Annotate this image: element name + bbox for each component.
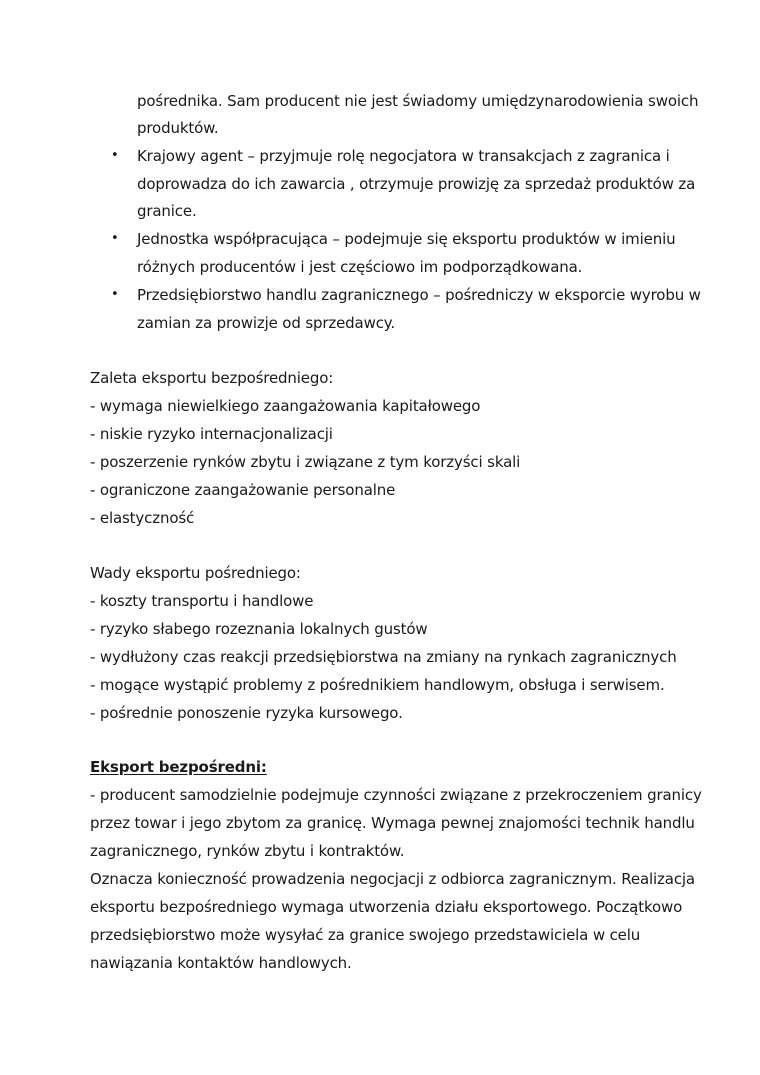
direct-export-line: Oznacza konieczność prowadzenia negocjacji z odbiorca zagranicznym. Realizacja xyxy=(90,870,695,888)
bullet-icon: • xyxy=(111,287,119,302)
disadvantages-item: - koszty transportu i handlowe xyxy=(90,592,314,610)
direct-export-line: przez towar i jego zbytom za granicę. Wymaga pewnej znajomości technik handlu xyxy=(90,814,695,832)
bullet-line: Przedsiębiorstwo handlu zagranicznego – pośredniczy w eksporcie wyrobu w xyxy=(137,286,701,304)
bullet-line: różnych producentów i jest częściowo im podporządkowana. xyxy=(137,258,583,276)
disadvantages-item: - ryzyko słabego rozeznania lokalnych gustów xyxy=(90,620,428,638)
disadvantages-title: Wady eksportu pośredniego: xyxy=(90,564,301,582)
bullet-line: Krajowy agent – przyjmuje rolę negocjatora w transakcjach z zagranica i xyxy=(137,147,670,165)
disadvantages-item: - wydłużony czas reakcji przedsiębiorstwa na zmiany na rynkach zagranicznych xyxy=(90,648,677,666)
direct-export-line: eksportu bezpośredniego wymaga utworzenia działu eksportowego. Początkowo xyxy=(90,898,683,916)
continuation-line: produktów. xyxy=(137,119,219,137)
bullet-line: doprowadza do ich zawarcia , otrzymuje prowizję za sprzedaż produktów za xyxy=(137,175,696,193)
bullet-line: granice. xyxy=(137,202,197,220)
advantages-item: - elastyczność xyxy=(90,509,195,527)
disadvantages-item: - mogące wystąpić problemy z pośrednikiem handlowym, obsługa i serwisem. xyxy=(90,676,665,694)
advantages-title: Zaleta eksportu bezpośredniego: xyxy=(90,369,334,387)
direct-export-line: - producent samodzielnie podejmuje czynności związane z przekroczeniem granicy xyxy=(90,786,702,804)
direct-export-line: zagranicznego, rynków zbytu i kontraktów. xyxy=(90,842,405,860)
advantages-item: - poszerzenie rynków zbytu i związane z tym korzyści skali xyxy=(90,453,521,471)
bullet-icon: • xyxy=(111,231,119,246)
advantages-item: - ograniczone zaangażowanie personalne xyxy=(90,481,396,499)
direct-export-line: przedsiębiorstwo może wysyłać za granice swojego przedstawiciela w celu xyxy=(90,926,641,944)
bullet-line: zamian za prowizje od sprzedawcy. xyxy=(137,314,396,332)
bullet-icon: • xyxy=(111,148,119,163)
disadvantages-item: - pośrednie ponoszenie ryzyka kursowego. xyxy=(90,704,403,722)
direct-export-line: nawiązania kontaktów handlowych. xyxy=(90,954,352,972)
continuation-line: pośrednika. Sam producent nie jest świadomy umiędzynarodowienia swoich xyxy=(137,92,699,110)
advantages-item: - wymaga niewielkiego zaangażowania kapitałowego xyxy=(90,397,481,415)
advantages-item: - niskie ryzyko internacjonalizacji xyxy=(90,425,333,443)
direct-export-heading: Eksport bezpośredni: xyxy=(90,758,267,776)
bullet-line: Jednostka współpracująca – podejmuje się eksportu produktów w imieniu xyxy=(137,230,676,248)
